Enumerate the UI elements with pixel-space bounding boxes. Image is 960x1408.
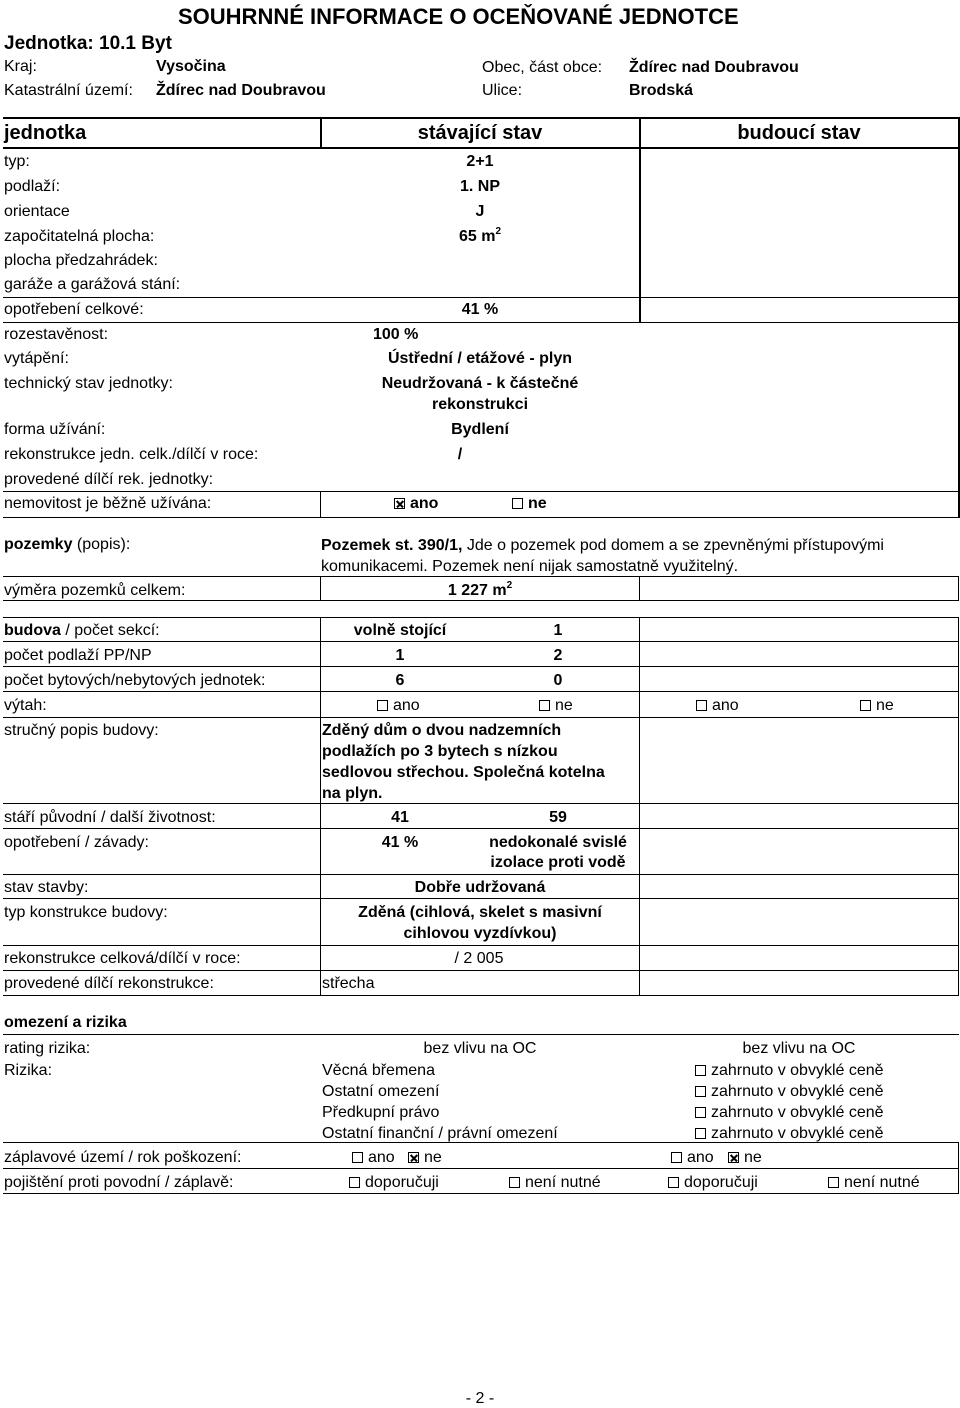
- bezne-yes-label: ano: [410, 495, 439, 512]
- building-rekonstrukce-label: rekonstrukce celková/dílčí v roce:: [4, 950, 241, 967]
- checkbox-icon: [696, 700, 707, 711]
- opotrebeni-value: 41 %: [461, 301, 499, 318]
- jednotky-label: počet bytových/nebytových jednotek:: [4, 672, 266, 689]
- building-provedene-value: střecha: [322, 975, 375, 992]
- vytah-future-ne[interactable]: [860, 696, 894, 715]
- checkbox-icon: [539, 700, 550, 711]
- risks-heading: omezení a rizika: [4, 1014, 127, 1031]
- zaplavove-current-ano[interactable]: [352, 1148, 395, 1167]
- budova-label: [4, 621, 160, 640]
- checkbox-icon: [509, 1177, 520, 1188]
- jednotky-byt-value: 6: [395, 672, 405, 689]
- podlazi-value: 1. NP: [459, 178, 500, 195]
- vytah-current-ne-label: ne: [555, 697, 573, 714]
- opotrebeni-zavady-label: opotřebení / závady:: [4, 834, 149, 851]
- ulice-value: Brodská: [629, 82, 694, 99]
- rating-label: rating rizika:: [4, 1040, 91, 1057]
- land-area-unit-sup: 2: [506, 580, 513, 591]
- podlazi-pp-value: 1: [395, 647, 405, 664]
- zaplavove-future-ne-label: ne: [744, 1149, 762, 1166]
- pojisteni-current-neni-nutne[interactable]: [509, 1173, 601, 1192]
- land-description-bold: Pozemek st. 390/1,: [321, 537, 463, 554]
- typ-label: typ:: [4, 153, 30, 170]
- risk-item: Věcná břemena: [322, 1062, 435, 1079]
- vytah-label: výtah:: [4, 697, 47, 714]
- checkbox-icon: [668, 1177, 679, 1188]
- bezne-no-option[interactable]: [512, 494, 547, 513]
- checkbox-icon: [671, 1152, 682, 1163]
- risk-item: Ostatní omezení: [322, 1083, 440, 1100]
- risk-item-status-label: zahrnuto v obvyklé ceně: [711, 1062, 884, 1079]
- risk-item-status-label: zahrnuto v obvyklé ceně: [711, 1104, 884, 1121]
- land-label-bold: pozemky: [4, 536, 73, 553]
- bezne-label: nemovitost je běžně užívána:: [4, 495, 212, 512]
- building-provedene-label: provedené dílčí rekonstrukce:: [4, 975, 214, 992]
- forma-label: forma užívání:: [4, 421, 106, 438]
- risk-item-status[interactable]: [695, 1124, 884, 1143]
- zivotnost-value: 59: [549, 809, 567, 826]
- risk-item-status-label: zahrnuto v obvyklé ceně: [711, 1083, 884, 1100]
- risk-item: Ostatní finanční / právní omezení: [322, 1125, 558, 1142]
- risk-item-status-label: zahrnuto v obvyklé ceně: [711, 1125, 884, 1142]
- techstav-value-line2: rekonstrukci: [431, 396, 529, 413]
- stari-label: stáří původní / další životnost:: [4, 809, 216, 826]
- popis-line2: podlažích po 3 bytech s nízkou: [322, 743, 558, 760]
- pojisteni-future-doporucuji-label: doporučuji: [684, 1174, 758, 1191]
- jednotky-nebyt-value: 0: [553, 672, 563, 689]
- vytah-future-ano-label: ano: [712, 697, 739, 714]
- podlazi-np-value: 2: [553, 647, 563, 664]
- rozestavenost-label: rozestavěnost:: [4, 326, 109, 343]
- budova-sections-value: 1: [553, 622, 563, 639]
- stav-label: stav stavby:: [4, 879, 89, 896]
- katastr-label: Katastrální území:: [4, 82, 133, 99]
- vytapeni-label: vytápění:: [4, 350, 69, 367]
- vytah-future-ne-label: ne: [876, 697, 894, 714]
- land-area-value: [321, 581, 639, 600]
- stari-value: 41: [391, 809, 409, 826]
- vytah-current-ano-label: ano: [393, 697, 420, 714]
- kraj-label: Kraj:: [4, 58, 37, 75]
- stav-value: Dobře udržovaná: [414, 879, 546, 896]
- rekonstrukce-value: /: [457, 446, 463, 463]
- opotrebeni-label: opotřebení celkové:: [4, 301, 144, 318]
- pojisteni-current-doporucuji-label: doporučuji: [365, 1174, 439, 1191]
- vytah-future-ano[interactable]: [696, 696, 739, 715]
- risk-item-status[interactable]: [695, 1103, 884, 1122]
- obec-value: Ždírec nad Doubravou: [629, 59, 799, 76]
- budova-type-value: volně stojící: [353, 622, 447, 639]
- konstrukce-label: typ konstrukce budovy:: [4, 904, 168, 921]
- vytapeni-value: Ústřední / etážové - plyn: [387, 350, 573, 367]
- obec-label: Obec, část obce:: [482, 59, 603, 76]
- rekonstrukce-label: rekonstrukce jedn. celk./dílčí v roce:: [4, 446, 259, 463]
- checkbox-icon: [695, 1128, 706, 1139]
- popis-line3: sedlovou střechou. Společná kotelna: [322, 764, 605, 781]
- checkbox-icon: [512, 498, 523, 509]
- typ-value: 2+1: [466, 153, 494, 170]
- zaplavove-future-ano[interactable]: [671, 1148, 714, 1167]
- bezne-no-label: ne: [528, 495, 547, 512]
- col-header-unit: jednotka: [4, 122, 87, 144]
- pojisteni-label: pojištění proti povodní / záplavě:: [4, 1174, 234, 1191]
- popis-line4: na plyn.: [322, 785, 383, 802]
- budova-label-bold: budova: [4, 622, 61, 639]
- forma-value: Bydlení: [451, 421, 509, 438]
- risk-item-status[interactable]: [695, 1082, 884, 1101]
- checkbox-icon: [695, 1065, 706, 1076]
- pojisteni-future-doporucuji[interactable]: [668, 1173, 758, 1192]
- vytah-current-ano[interactable]: [377, 696, 420, 715]
- document-title: SOUHRNNÉ INFORMACE O OCEŇOVANÉ JEDNOTCE: [178, 4, 739, 29]
- rizika-label: Rizika:: [4, 1062, 53, 1079]
- col-header-current: stávající stav: [417, 122, 543, 144]
- orientace-value: J: [475, 203, 485, 220]
- popis-line1: Zděný dům o dvou nadzemních: [322, 722, 562, 739]
- unit-title: Jednotka: 10.1 Byt: [4, 33, 172, 54]
- rating-current: bez vlivu na OC: [423, 1040, 537, 1057]
- zaplavove-future-ne[interactable]: [728, 1148, 762, 1167]
- plocha-value: [321, 227, 639, 246]
- plocha-number: 65 m: [458, 228, 496, 245]
- pojisteni-future-neni-nutne-label: není nutné: [844, 1174, 920, 1191]
- pojisteni-future-neni-nutne[interactable]: [828, 1173, 920, 1192]
- checked-box-icon: [408, 1152, 419, 1163]
- ulice-label: Ulice:: [482, 82, 523, 99]
- land-area-number: 1 227 m: [447, 582, 507, 599]
- orientace-label: orientace: [4, 203, 70, 220]
- land-area-label: výměra pozemků celkem:: [4, 582, 186, 599]
- plocha-label: započitatelná plocha:: [4, 228, 155, 245]
- budova-label-rest: / počet sekcí:: [60, 622, 160, 639]
- zaplavove-current-ano-label: ano: [368, 1149, 395, 1166]
- podlazi-label: podlaží:: [4, 178, 61, 195]
- land-description: [321, 535, 957, 577]
- garaze-label: garáže a garážová stání:: [4, 276, 181, 293]
- rating-future: bez vlivu na OC: [742, 1040, 856, 1057]
- techstav-value-line1: Neudržovaná - k částečné: [381, 375, 579, 392]
- pojisteni-current-doporucuji[interactable]: [349, 1173, 439, 1192]
- zavady-line2: izolace proti vodě: [490, 854, 626, 871]
- zaplavove-label: záplavové území / rok poškození:: [4, 1149, 242, 1166]
- checkbox-icon: [695, 1086, 706, 1097]
- konstrukce-line2: cihlovou vyzdívkou): [403, 925, 557, 942]
- popis-label: stručný popis budovy:: [4, 722, 159, 739]
- vytah-current-ne[interactable]: [539, 696, 573, 715]
- konstrukce-line1: Zděná (cihlová, skelet s masivní: [358, 904, 602, 921]
- col-header-future: budoucí stav: [737, 122, 861, 144]
- building-opotrebeni-value: 41 %: [381, 834, 419, 851]
- checkbox-icon: [695, 1107, 706, 1118]
- checkbox-icon: [377, 700, 388, 711]
- pojisteni-current-neni-nutne-label: není nutné: [525, 1174, 601, 1191]
- rozestavenost-value: 100 %: [373, 326, 419, 343]
- zaplavove-future-ano-label: ano: [687, 1149, 714, 1166]
- land-description-rest: Jde o pozemek pod domem a se zpevněnými přístupovými komunikacemi. Pozemek není nijak samostatně využitelný.: [321, 537, 884, 575]
- podlazi-pp-np-label: počet podlaží PP/NP: [4, 647, 152, 664]
- land-label: [4, 535, 130, 554]
- page-number: - 2 -: [465, 1390, 495, 1407]
- provedene-label: provedené dílčí rek. jednotky:: [4, 471, 214, 488]
- bezne-yes-option[interactable]: [394, 494, 438, 513]
- predzahradky-label: plocha předzahrádek:: [4, 252, 158, 269]
- checked-box-icon: [728, 1152, 739, 1163]
- plocha-unit-sup: 2: [495, 226, 502, 237]
- techstav-label: technický stav jednotky:: [4, 375, 173, 392]
- kraj-value: Vysočina: [156, 58, 226, 75]
- zavady-line1: nedokonalé svislé: [489, 834, 627, 851]
- risk-item-status[interactable]: [695, 1061, 884, 1080]
- checked-box-icon: [394, 498, 405, 509]
- land-label-rest: (popis):: [72, 536, 131, 553]
- checkbox-icon: [860, 700, 871, 711]
- checkbox-icon: [828, 1177, 839, 1188]
- zaplavove-current-ne[interactable]: [408, 1148, 442, 1167]
- checkbox-icon: [352, 1152, 363, 1163]
- zaplavove-current-ne-label: ne: [424, 1149, 442, 1166]
- building-rekonstrukce-value: / 2 005: [454, 950, 504, 967]
- checkbox-icon: [349, 1177, 360, 1188]
- katastr-value: Ždírec nad Doubravou: [156, 82, 326, 99]
- risk-item: Předkupní právo: [322, 1104, 440, 1121]
